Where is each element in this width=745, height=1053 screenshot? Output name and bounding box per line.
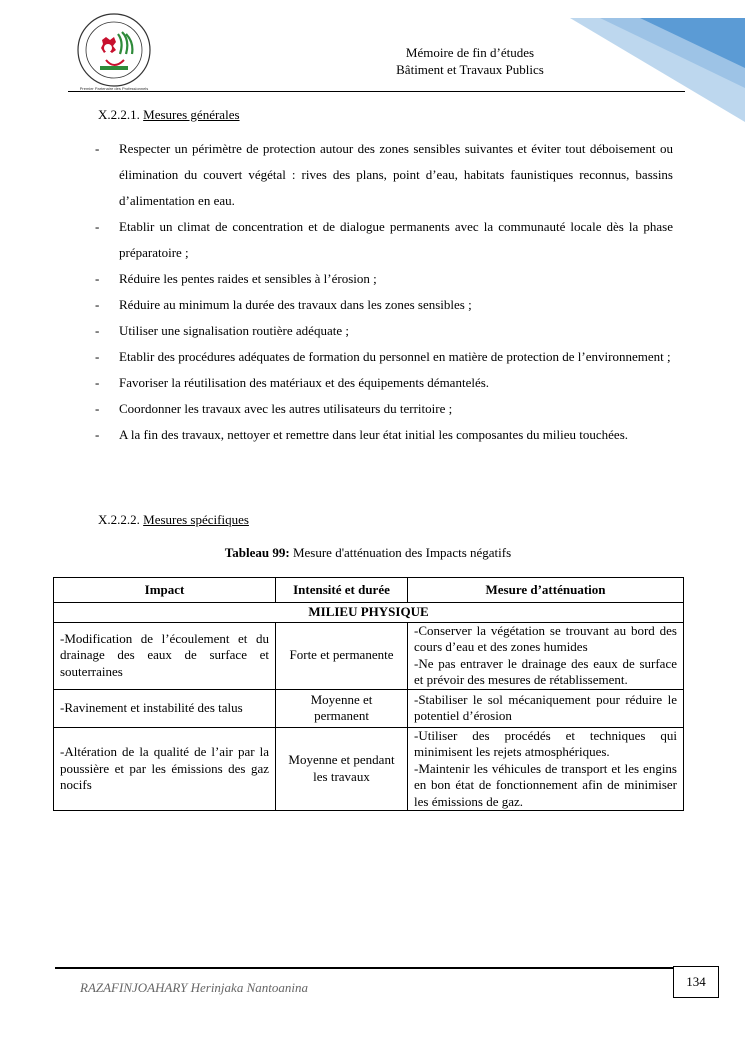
- measure-line: -Conserver la végétation se trouvant au bord des cours d’eau et des zones humides: [414, 622, 677, 654]
- measure-cell: [408, 689, 684, 727]
- list-item: - Etablir un climat de concentration et de dialogue permanents avec la communauté locale dès la phase préparatoire ;: [95, 219, 673, 260]
- table-row: [54, 689, 684, 727]
- section-title: Mesures spécifiques: [143, 512, 249, 527]
- list-item: - Respecter un périmètre de protection autour des zones sensibles suivantes et éviter tout déboisement ou élimination du couvert végétal : rives des plans, point d’eau, habitats faunistiques reconnus, bassins d’alimentation en eau.: [95, 141, 673, 208]
- header-divider: [68, 91, 685, 92]
- caption-text: Mesure d'atténuation des Impacts négatifs: [289, 545, 512, 560]
- list-item: - Favoriser la réutilisation des matériaux et des équipements démantelés.: [95, 375, 490, 390]
- header-line-1: Mémoire de fin d’études: [405, 45, 535, 60]
- table-header-row: [54, 578, 684, 603]
- section-title: Mesures générales: [143, 107, 240, 122]
- table-section-row: [54, 603, 684, 623]
- general-measures-list: [95, 136, 673, 448]
- intensity-cell: Moyenne et pendant les travaux: [276, 727, 408, 811]
- corner-decoration: [570, 18, 745, 122]
- impact-cell: -Ravinement et instabilité des talus: [54, 689, 276, 727]
- section-number: X.2.2.2.: [98, 512, 140, 527]
- measure-cell: [408, 622, 684, 689]
- column-header: Intensité et durée: [276, 578, 408, 603]
- column-header: Mesure d’atténuation: [408, 578, 684, 603]
- intensity-cell: Forte et permanente: [276, 622, 408, 689]
- measure-line: -Stabiliser le sol mécaniquement pour réduire le potentiel d’érosion: [414, 691, 677, 723]
- measure-line: -Utiliser des procédés et techniques qui minimisent les rejets atmosphériques.: [414, 727, 677, 759]
- footer-author: RAZAFINJOAHARY Herinjaka Nantoanina: [80, 980, 308, 995]
- impact-cell: -Modification de l’écoulement et du drainage des eaux de surface et souterraines: [54, 622, 276, 689]
- section-number: X.2.2.1.: [98, 107, 140, 122]
- measure-cell: [408, 727, 684, 811]
- header-line-2: Bâtiment et Travaux Publics: [396, 62, 544, 77]
- footer-divider: [55, 967, 675, 969]
- intensity-cell: Moyenne et permanent: [276, 689, 408, 727]
- list-item: - A la fin des travaux, nettoyer et remettre dans leur état initial les composantes du milieu touchées.: [95, 427, 629, 442]
- page-number: 134: [673, 966, 719, 998]
- caption-label: Tableau 99:: [224, 545, 290, 560]
- section-label: MILIEU PHYSIQUE: [54, 603, 684, 623]
- table-row: [54, 622, 684, 689]
- list-item: - Réduire au minimum la durée des travaux dans les zones sensibles ;: [95, 297, 472, 312]
- svg-text:Premier Partenaire des Profess: Premier Partenaire des Professionnels: [79, 86, 149, 91]
- measure-line: -Ne pas entraver le drainage des eaux de surface et prévoir des mesures de rétablissement.: [414, 655, 677, 687]
- list-item: - Coordonner les travaux avec les autres utilisateurs du territoire ;: [95, 401, 453, 416]
- list-item: - Réduire les pentes raides et sensibles à l’érosion ;: [95, 271, 377, 286]
- column-header: Impact: [54, 578, 276, 603]
- document-header: [345, 44, 595, 78]
- section-heading-general: [98, 107, 240, 123]
- section-heading-specific: [98, 512, 249, 528]
- impacts-table: [53, 577, 684, 811]
- measure-line: -Maintenir les véhicules de transport et les engins en bon état de fonctionnement afin de minimiser les émissions de gaz.: [414, 760, 677, 809]
- table-row: [54, 727, 684, 811]
- list-item: - Etablir des procédures adéquates de formation du personnel en matière de protection de l’environnement ;: [95, 349, 671, 364]
- impact-cell: -Altération de la qualité de l’air par la poussière et par les émissions des gaz nocifs: [54, 727, 276, 811]
- table-caption: [53, 545, 683, 561]
- list-item: - Utiliser une signalisation routière adéquate ;: [95, 323, 349, 338]
- school-logo: [72, 10, 156, 92]
